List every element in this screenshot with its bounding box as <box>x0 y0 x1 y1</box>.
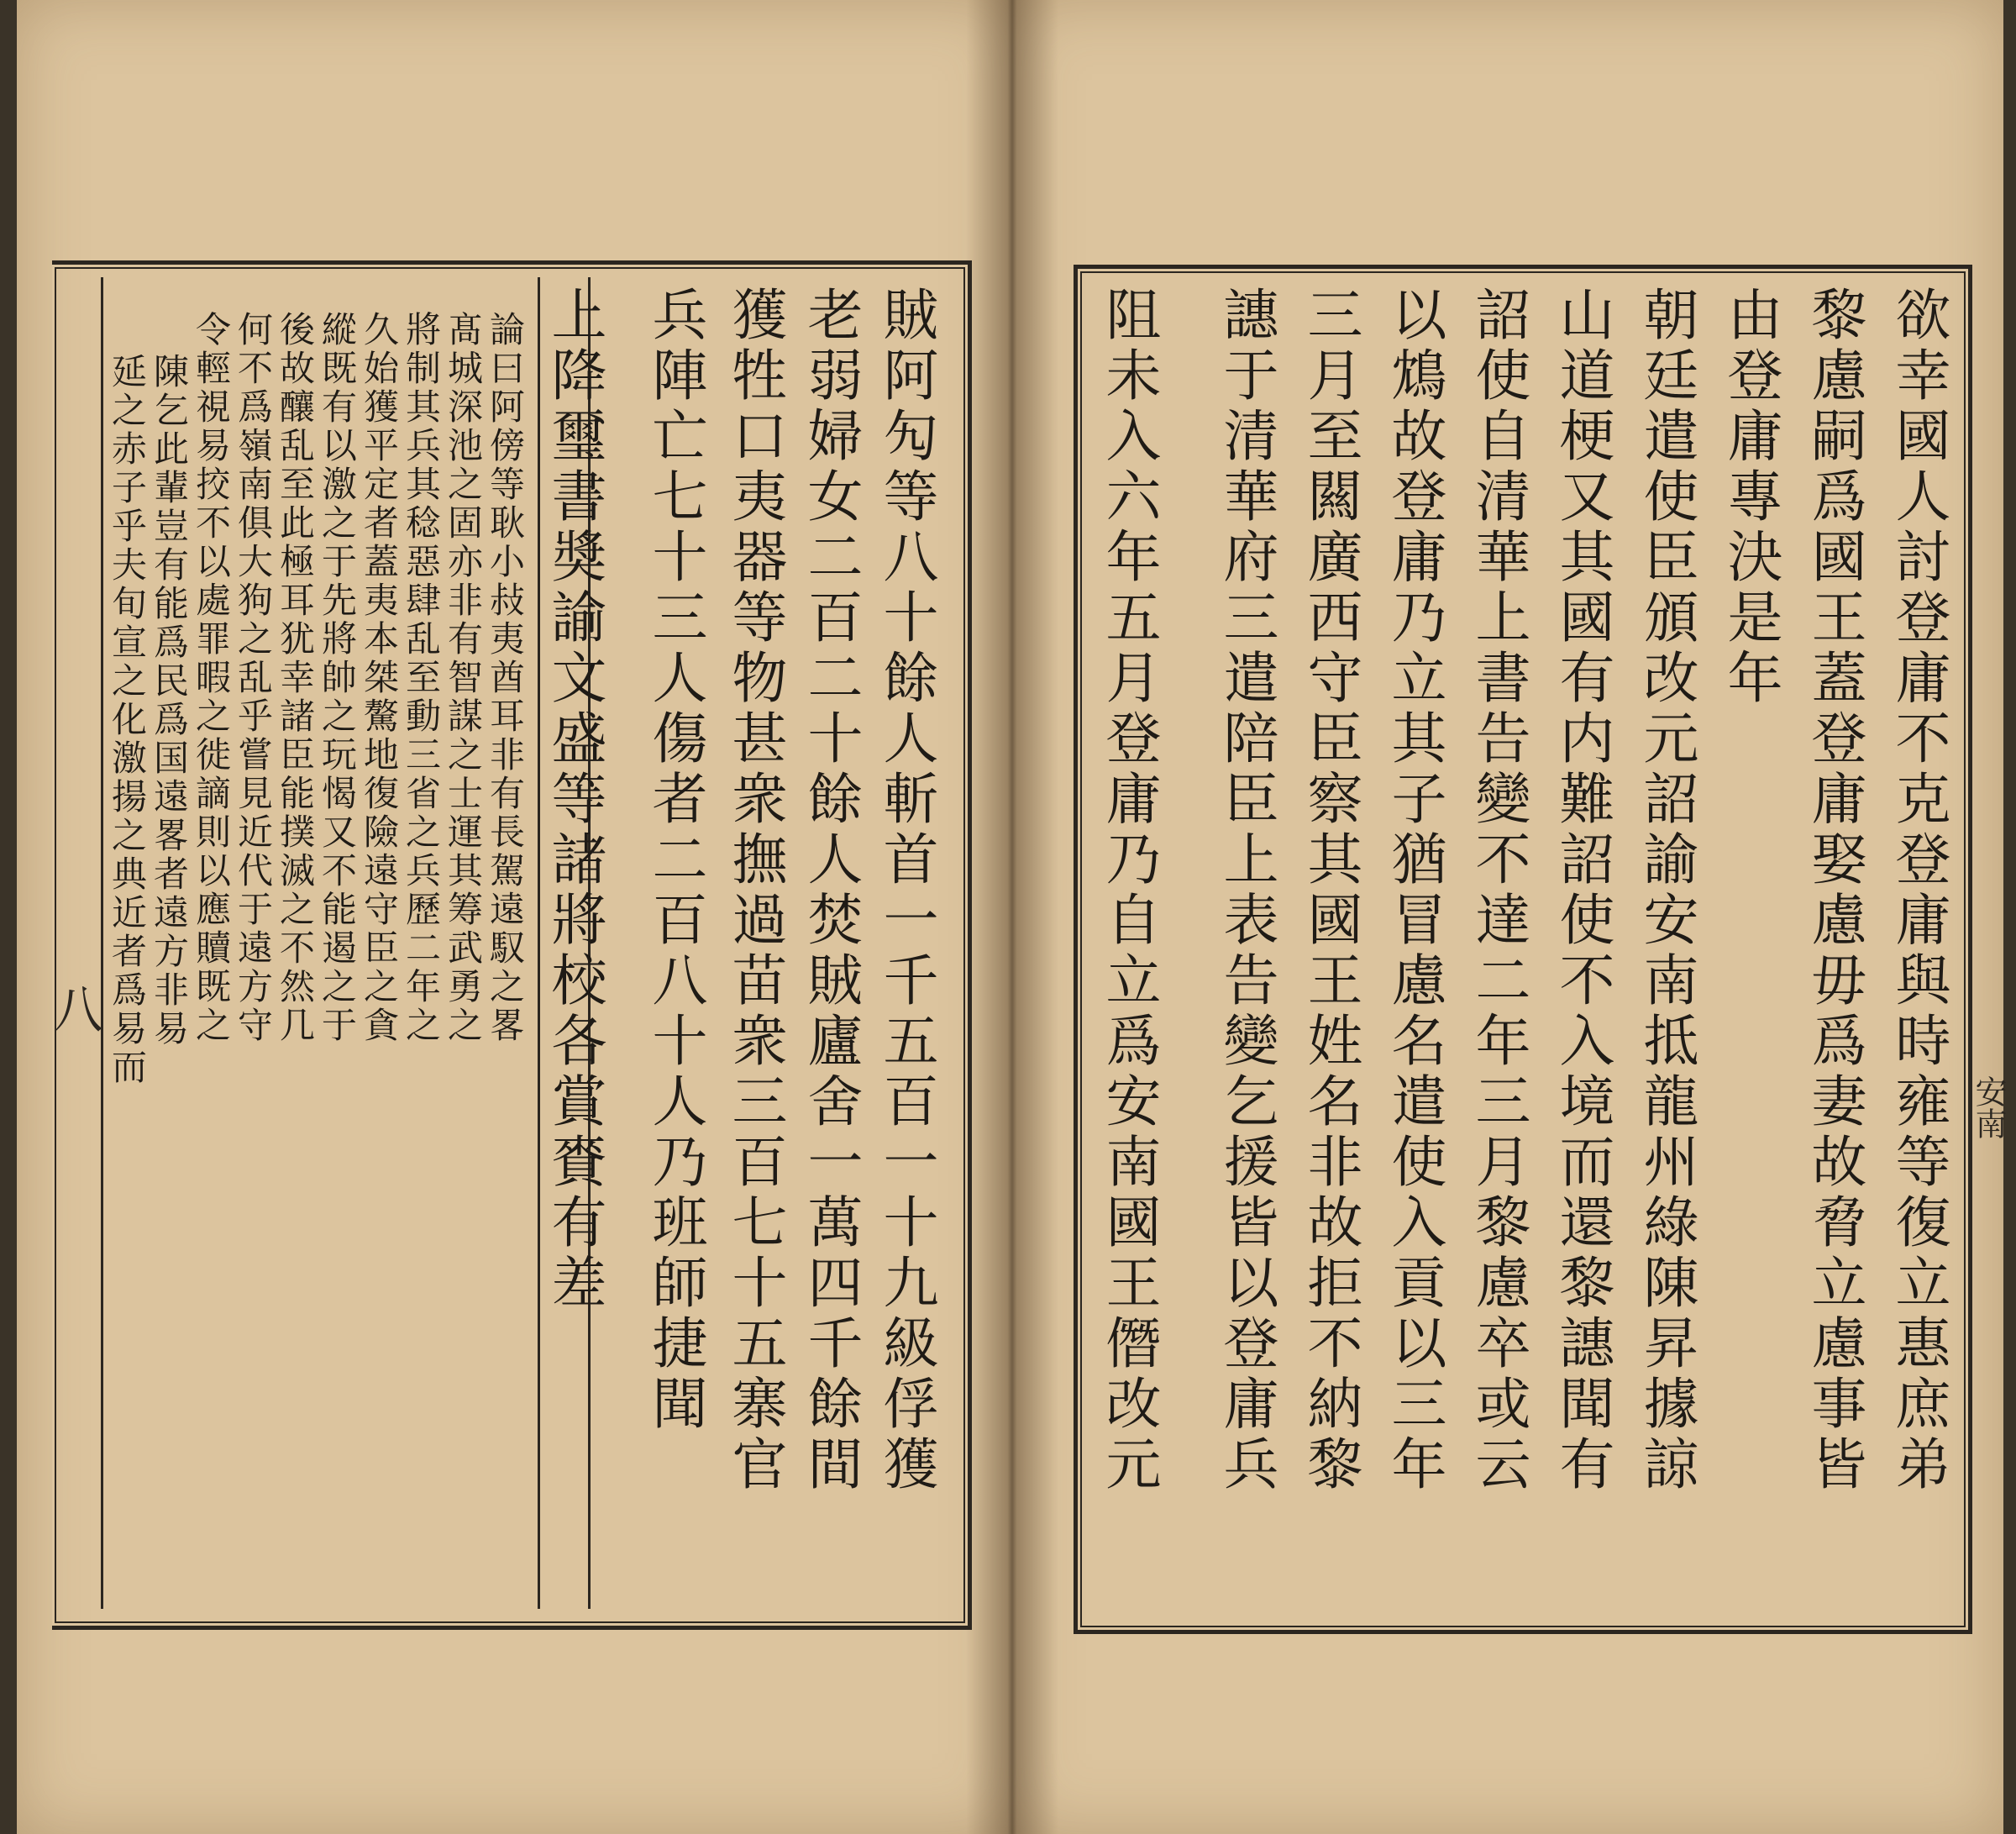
text-column: 詔使自清華上書告變不達二年三月黎慮卒或云 <box>1466 286 1530 1495</box>
text-column: 兵陣亡七十三人傷者二百八十人乃班師捷聞 <box>643 286 707 1435</box>
commentary-column: 將制其兵其稔惡肆乱至動三省之兵歷二年之 <box>401 311 442 1045</box>
text-column: 阻未入六年五月登庸乃自立爲安南國王僭改元 <box>1096 286 1161 1495</box>
text-column: 山道梗又其國有内難詔使不入境而還黎譓聞有 <box>1550 286 1614 1495</box>
column-divider <box>101 277 103 1609</box>
text-column: 以鴆故登庸乃立其子猶冒慮名遣使入貢以三年 <box>1382 286 1446 1495</box>
commentary-column: 何不爲嶺南俱大狗之乱乎嘗見近代于遠方守 <box>233 311 274 1045</box>
commentary-column: 令輕視易挍不以處罪暇之徙謫則以應贖既之 <box>191 311 232 1045</box>
text-column: 朝廷遣使臣頒改元詔諭安南抵龍州綠陳昇據諒 <box>1634 286 1698 1495</box>
book-gutter <box>966 0 1058 1834</box>
commentary-column: 延之赤子乎夫旬宣之化激揚之典近者爲易而 <box>107 353 148 1087</box>
text-column: 上降璽書奬諭文盛等諸將校各賞賚有差 <box>542 286 606 1314</box>
commentary-column: 髙城深池之固亦非有智謀之士運其筹武勇之 <box>443 311 484 1045</box>
commentary-column: 縱既有以激之于先將帥之玩愒又不能遏之于 <box>317 311 358 1045</box>
text-column: 老弱婦女二百二十餘人焚賊廬舍一萬四千餘間 <box>798 286 863 1495</box>
column-divider <box>538 277 540 1609</box>
text-column: 譓于清華府三遣陪臣上表告變乞援皆以登庸兵 <box>1214 286 1278 1495</box>
text-column: 賊阿勼等八十餘人斬首一千五百一十九級俘獲 <box>874 286 938 1495</box>
page-edge-marker: 安南 <box>1970 1075 2007 1139</box>
commentary-column: 論曰阿傍等耿小敊夷酋耳非有長駕遠馭之畧 <box>485 311 526 1045</box>
commentary-column: 後故釀乱至此極耳犹幸諸臣能撲滅之不然几 <box>275 311 316 1045</box>
page-edge-marker: 八 <box>45 983 103 1033</box>
text-column: 由登庸專決是年 <box>1718 286 1782 709</box>
text-column: 三月至闗廣西守臣察其國王姓名非故拒不納黎 <box>1298 286 1362 1495</box>
text-column: 欲幸國人討登庸不克登庸與時雍等復立惠庶弟 <box>1886 286 1950 1495</box>
text-column: 獲牲口夷器等物甚衆撫過苗衆三百七十五寨官 <box>722 286 787 1495</box>
commentary-column: 陳乞此輩豈有能爲民爲国遠畧者遠方非易 <box>149 353 190 1048</box>
commentary-column: 久始獲平定者蓋夷本桀驁地復險遠守臣之貪 <box>359 311 400 1045</box>
text-column: 黎慮嗣爲國王蓋登庸娶慮毋爲妻故脅立慮事皆 <box>1802 286 1866 1495</box>
